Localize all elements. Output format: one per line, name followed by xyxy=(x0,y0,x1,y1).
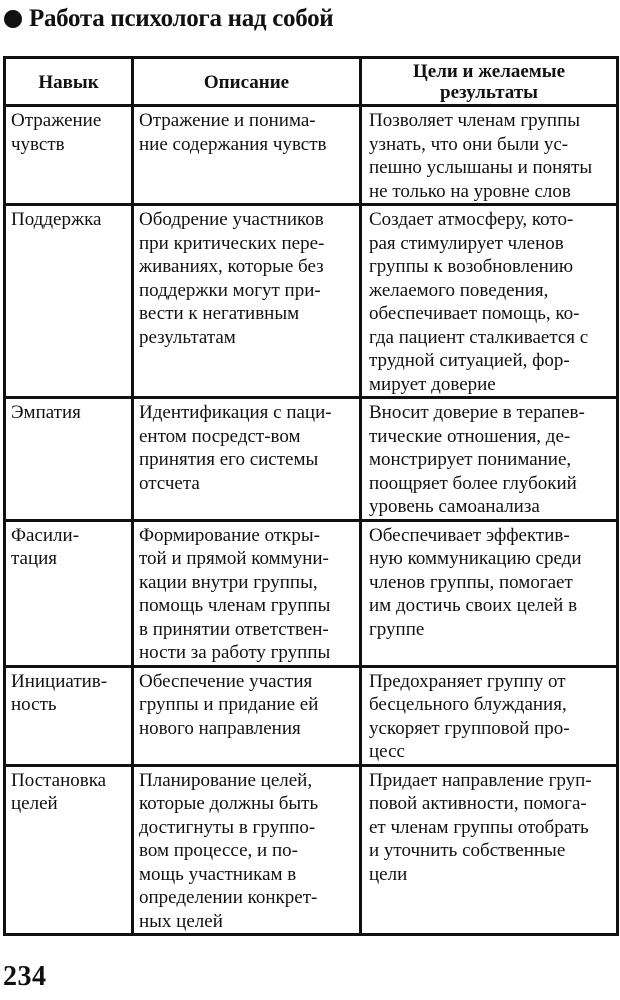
column-header-goals: Цели и желаемые результаты xyxy=(362,59,619,107)
skill-cell: Отражение чувств xyxy=(6,107,134,206)
goals-cell: Позволяет членам группы узнать, что они были ус- пешно услышаны и поняты не только на уровне слов xyxy=(362,107,619,206)
table-row xyxy=(6,107,619,206)
column-header-skill: Навык xyxy=(6,59,134,107)
page-number: 234 xyxy=(3,961,47,992)
description-cell: Планирование целей, которые должны быть достигнуты в группо- вом процессе, и по- мощь участникам в определении конкрет- ных целей xyxy=(134,767,362,937)
goals-cell: Вносит доверие в терапев- тические отношения, де- монстрирует понимание, поощряет более глубокий уровень самоанализа xyxy=(362,399,619,522)
skills-table xyxy=(3,56,619,936)
goals-cell: Обеспечивает эффектив- ную коммуникацию среди членов группы, помогает им достичь своих целей в группе xyxy=(362,522,619,668)
skill-cell: Эмпатия xyxy=(6,399,134,522)
skill-cell: Поддержка xyxy=(6,206,134,399)
description-cell: Отражение и понима- ние содержания чувств xyxy=(134,107,362,206)
description-cell: Ободрение участников при критических пере- живаниях, которые без поддержки могут при- вести к негативным результатам xyxy=(134,206,362,399)
table-header-row xyxy=(6,59,619,107)
goals-cell: Предохраняет группу от бесцельного блуждания, ускоряет групповой про- цесс xyxy=(362,668,619,767)
goals-cell: Создает атмосферу, кото- рая стимулирует членов группы к возобновлению желаемого поведения, обеспечивает помощь, ко- гда пациент сталкивается с трудной ситуацией, фор- мирует доверие xyxy=(362,206,619,399)
skill-cell: Фасили- тация xyxy=(6,522,134,668)
description-cell: Обеспечение участия группы и придание ей нового направления xyxy=(134,668,362,767)
column-header-description: Описание xyxy=(134,59,362,107)
table-row xyxy=(6,668,619,767)
table-row xyxy=(6,206,619,399)
description-cell: Формирование откры- той и прямой коммуни- кации внутри группы, помощь членам группы в принятии ответствен- ности за работу группы xyxy=(134,522,362,668)
table-row xyxy=(6,522,619,668)
section-title: Работа психолога над собой xyxy=(29,5,334,32)
bullet-icon xyxy=(4,10,22,28)
description-cell: Идентификация с паци- ентом посредст-вом принятия его системы отсчета xyxy=(134,399,362,522)
skill-cell: Инициатив- ность xyxy=(6,668,134,767)
table-row xyxy=(6,767,619,937)
page-header xyxy=(4,2,333,36)
table-row xyxy=(6,399,619,522)
goals-cell: Придает направление груп- повой активности, помога- ет членам группы отобрать и уточнить собственные цели xyxy=(362,767,619,937)
skill-cell: Постановка целей xyxy=(6,767,134,937)
